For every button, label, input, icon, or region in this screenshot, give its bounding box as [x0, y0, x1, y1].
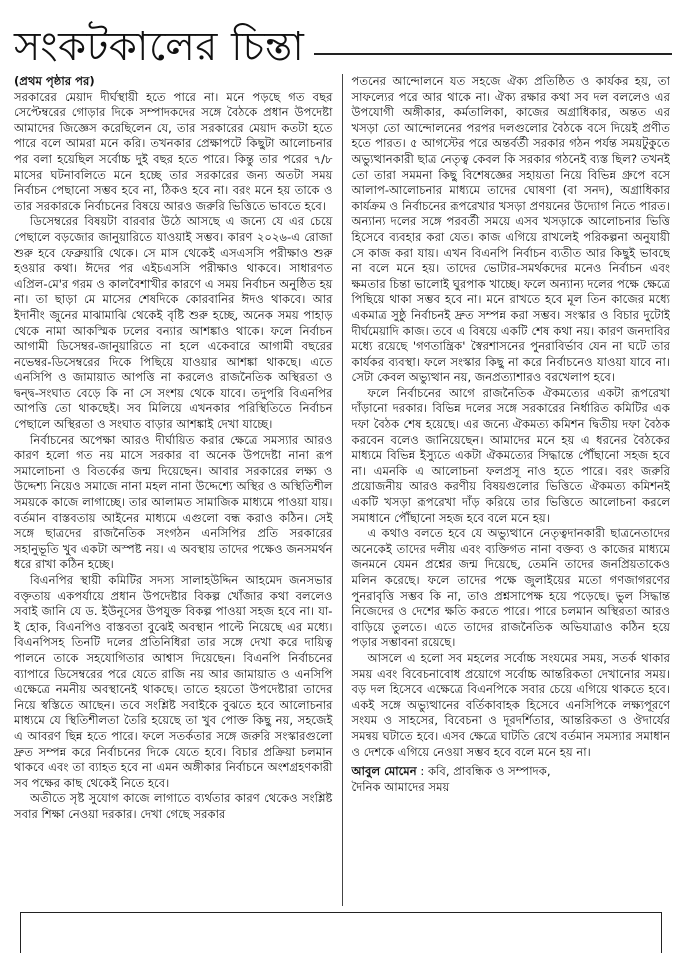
- byline: [351, 764, 670, 795]
- paragraph: অতীতে সৃষ্ট সুযোগ কাজে লাগাতে ব্যর্থতার কারণ থেকেও সংশ্লিষ্ট সবার শিক্ষা নেওয়া দরকার। দেখা গেছে সরকার: [14, 791, 333, 821]
- left-column: [14, 74, 339, 906]
- headline-rule: [314, 53, 672, 55]
- paragraph: আসলে এ হলো সব মহলের সর্বোচ্চ সংযমের সময়, সতর্ক থাকার সময় এবং বিবেচনাবোধ প্রয়োগে সর্বোচ্চ আন্তরিকতা দেখানোর সময়। বড় দল হিসেবে এক্ষেত্রে বিএনপিকে সবার চেয়ে এগিয়ে থাকতে হবে। একই সঙ্গে অভ্যুত্থানের বর্তিকাবাহক হিসেবে এনসিপিকে লক্ষ্যপূরণে সংযম ও সাহসের, বিবেচনা ও দূরদর্শিতার, আন্তরিকতা ও ঔদার্যের সমন্বয় ঘটাতে হবে। এসব ক্ষেত্রে ঘাটতি রেখে বর্তমান সমস্যার সমাধান ও দেশকে এগিয়ে নেওয়া সম্ভব হবে বলে মনে হয় না।: [351, 650, 670, 759]
- headline-row: [14, 22, 672, 72]
- article-columns: [14, 74, 670, 906]
- paragraph: এ কথাও বলতে হবে যে অভ্যুত্থানে নেতৃত্বদানকারী ছাত্রনেতাদের অনেকেই তাদের দলীয় এবং ব্যক্তিগত নানা বক্তব্য ও কাজের মাধ্যমে জনমনে যেমন প্রশ্নের জন্ম দিয়েছে, তেমনি তাদের জনপ্রিয়তাকেও মলিন করেছে। ফলে তাদের পক্ষে জুলাইয়ের মতো গণজাগরণের পুনরাবৃত্তি সম্ভব কি না, তাও প্রশ্নসাপেক্ষ হয়ে পড়েছে। ভুল সিদ্ধান্ত নিজেদের ও দেশের ক্ষতি করতে পারে। পারে চলমান অস্থিরতা আরও বাড়িয়ে তুলতে। এতে তাদের রাজনৈতিক অভিযাত্রাও কঠিন হয়ে পড়ার সম্ভাবনা রয়েছে।: [351, 526, 670, 650]
- paragraph: ফলে নির্বাচনের আগে রাজনৈতিক ঐকমত্যের একটা রূপরেখা দাঁড়ানো দরকার। বিভিন্ন দলের সঙ্গে সরকারের নির্ধারিত কমিটির এক দফা বৈঠক শেষ হয়েছে। এর জন্যে ঐকমত্য কমিশন দ্বিতীয় দফা বৈঠক করবেন বলেও জানিয়েছেন। আমাদের মনে হয় এ ধরনের বৈঠকের মাধ্যমে বিভিন্ন ইস্যুতে একটা ঐকমত্যের সিদ্ধান্তে পৌঁছানো সহজ হবে না। এমনকি এ আলোচনা ফলপ্রসূ নাও হতে পারে। বরং জরুরি প্রয়োজনীয় আরও করণীয় বিষয়গুলোর ভিত্তিতে ঐকমত্য কমিশনই একটি খসড়া রূপরেখা দাঁড় করিয়ে তার ভিত্তিতে আলোচনা করলে সমাধানে পৌঁছানো সহজ হবে বলে মনে হয়।: [351, 385, 670, 525]
- paragraph: সরকারের মেয়াদ দীর্ঘস্থায়ী হতে পারে না। মনে পড়ছে গত বছর সেপ্টেম্বরের গোড়ার দিকে সম্পাদকদের সঙ্গে বৈঠকে প্রধান উপদেষ্টা আমাদের জিজ্ঞেস করেছিলেন যে, তার সরকারের মেয়াদ কতটা হতে পারে বলে আমরা মনে করি। তখনকার প্রেক্ষাপটে কিছুটা আলোচনার পর বলা হয়েছিল সর্বোচ্চ দুই বছর হতে পারে। কিন্তু তার পরের ৭/৮ মাসের ঘটনাবলিতে মনে হচ্ছে তার সরকারের জন্য অতটা সময় নির্বাচন পেছানো সম্ভব হবে না, ঠিকও হবে না। বরং মনে হয় তাকে ও তার সরকারকে নির্বাচনের বিষয়ে আরও জরুরি ভিত্তিতে ভাবতে হবে।: [14, 89, 333, 213]
- right-column: [345, 74, 670, 906]
- author-name: আবুল মোমেন: [351, 764, 417, 779]
- author-affiliation: দৈনিক আমাদের সময়: [351, 779, 450, 794]
- column-divider: [342, 74, 343, 906]
- paragraph: ডিসেম্বরের বিষয়টা বারবার উঠে আসছে এ জন্যে যে এর চেয়ে পেছালে বড়জোর জানুয়ারিতে যাওয়াই সম্ভব। কারণ ২০২৬-এ রোজা শুরু হবে ফেব্রুয়ারি থেকে। সে মাস থেকেই এসএসসি পরীক্ষাও শুরু হওয়ার কথা। ঈদের পর এইচএসসি পরীক্ষাও থাকবে। সাধারণত এপ্রিল-মে'র গরম ও কালবৈশাখীর কারণে এ সময় নির্বাচন অনুষ্ঠিত হয় না। তা ছাড়া মে মাসের শেষদিকে কোরবানির ঈদও থাকবে। আর ইদানীং জুনের মাঝামাঝি থেকেই বৃষ্টি শুরু হচ্ছে, অনেক সময় পাহাড় থেকে নামা আকস্মিক ঢলের বন্যার আশঙ্কাও থাকে। ফলে নির্বাচন আগামী ডিসেম্বর-জানুয়ারিতে না হলে একেবারে আগামী বছরের নভেম্বর-ডিসেম্বরের দিকে পিছিয়ে যাওয়ার আশঙ্কা থাকছে। এতে এনসিপি ও জামায়াত আপত্তি না করলেও রাজনৈতিক অস্থিরতা ও দ্বন্দ্ব-সংঘাত বেড়ে কি না সে সংশয় থেকে যাবে। তদুপরি বিএনপির আপত্তি তো থাকছেই। সব মিলিয়ে এখনকার পরিস্থিতিতে নির্বাচন পেছালে অস্থিরতা ও সংঘাত বাড়ার আশঙ্কাই দেখা যাচ্ছে।: [14, 214, 333, 432]
- paragraph: পতনের আন্দোলনে যত সহজে ঐক্য প্রতিষ্ঠিত ও কার্যকর হয়, তা সাফল্যের পরে আর থাকে না। ঐক্য রক্ষার কথা সব দল বললেও এর উপযোগী অঙ্গীকার, কর্মতালিকা, কাজের অগ্রাধিকার, অন্তত এর খসড়া তো আন্দোলনের পরপর দলগুলোর বৈঠকে বসে দিয়েই প্রণীত হতে পারত। ৫ আগস্টের পরে অন্তর্বর্তী সরকার গঠন পর্যন্ত সময়টুকুতে অভ্যুত্থানকারী ছাত্র নেতৃত্ব কেবল কি সরকার গঠনেই ব্যস্ত ছিল? তখনই তো তারা সমমনা কিছু বিশেষজ্ঞের সহায়তা নিয়ে বিভিন্ন গ্রুপে বসে আলাপ-আলোচনার মাধ্যমে তাদের ঘোষণা (বা সনদ), অগ্রাধিকার কার্যক্রম ও নির্বাচনের রূপরেখার খসড়া প্রণয়নের উদ্যোগ নিতে পারত। অন্যান্য দলের সঙ্গে পরবর্তী সময়ে এসব খসড়াকে আলোচনার ভিত্তি হিসেবে ব্যবহার করা যেত। কাজ এগিয়ে রাখলেই পরিকল্পনা অনুযায়ী সে কাজ করা যায়। এখন বিএনপি নির্বাচন ব্যতীত আর কিছুই ভাবছে না বলে মনে হয়। তাদের ভোটার-সমর্থকদের মনেও নির্বাচন এবং ক্ষমতার চিন্তা ভালোই ঘুরপাক খাচ্ছে। ফলে অন্যান্য দলের পক্ষে ক্ষেত্রে পিছিয়ে থাকা সম্ভব হবে না। মনে রাখতে হবে মূল তিন কাজের মধ্যে একমাত্র সুষ্ঠু নির্বাচনই দ্রুত সম্পন্ন করা সম্ভব। সংস্কার ও বিচার দুটোই দীর্ঘমেয়াদি কাজ। তবে এ বিষয়ে একটি শেষ কথা নয়। কারণ জনদাবির মধ্যে রয়েছে 'গণতান্ত্রিক' স্বৈরশাসনের পুনরাবির্ভাব যেন না ঘটে তার কার্যকর ব্যবস্থা। ফলে সংস্কার কিছু না করে নির্বাচনেও যাওয়া যাবে না। সেটা কেবল অভ্যুত্থান নয়, জনপ্রত্যাশারও বরখেলাপ হবে।: [351, 74, 670, 385]
- author-role: কবি, প্রাবন্ধিক ও সম্পাদক,: [427, 764, 551, 779]
- continuation-note: (প্রথম পৃষ্ঠার পর): [14, 74, 95, 88]
- headline: সংকটকালের চিন্তা: [14, 24, 305, 70]
- byline-separator: :: [416, 764, 428, 779]
- paragraph: বিএনপির স্থায়ী কমিটির সদস্য সালাহউদ্দিন আহমেদ জনসভার বক্তৃতায় একপর্যায়ে প্রধান উপদেষ্টার বিকল্প খোঁজার কথা বললেও সবাই জানি যে ড. ইউনূসের উপযুক্ত বিকল্প পাওয়া সহজ হবে না। যা-ই হোক, বিএনপিও বাস্তবতা বুঝেই অবস্থান পাল্টে নিয়েছে এর মধ্যে। বিএনপিসহ তিনটি দলের প্রতিনিধিরা তার সঙ্গে দেখা করে দায়িত্ব পালনে তাকে সহযোগিতার আশ্বাস দিয়েছেন। বিএনপি নির্বাচনের ব্যাপারে ডিসেম্বরের পরে যেতে রাজি নয় আর জামায়াত ও এনসিপি এক্ষেত্রে নমনীয় অবস্থানেই থাকছে। তাতে হয়তো উপদেষ্টারা তাদের নিয়ে স্বস্তিতে আছেন। তবে সংশ্লিষ্ট সবাইকে বুঝতে হবে আলোচনার মাধ্যমে যে স্থিতিশীলতা তৈরি হয়েছে তা খুব পোক্ত কিছু নয়, সহজেই এ আবরণ ছিন্ন হতে পারে। ফলে সতর্কতার সঙ্গে জরুরি সংস্কারগুলো দ্রুত সম্পন্ন করে নির্বাচনের দিকে যেতে হবে। বিচার প্রক্রিয়া চলমান থাকবে এবং তা ব্যাহত হবে না এমন অঙ্গীকার নির্বাচনে অংশগ্রহণকারী সব পক্ষের কাছ থেকেই নিতে হবে।: [14, 573, 333, 790]
- bottom-box-frame: [20, 912, 662, 953]
- paragraph: নির্বাচনের অপেক্ষা আরও দীর্ঘায়িত করার ক্ষেত্রে সমস্যার আরও কারণ হলো গত নয় মাসে সরকার বা অনেক উপদেষ্টা নানা রূপ সমালোচনা ও বিতর্কের জন্ম দিয়েছেন। আবার সরকারের লক্ষ্য ও উদ্দেশ্য নিয়েও সমাজে নানা মহল নানা উদ্দেশ্যে অস্থির ও অস্থিতিশীল সময়কে কাজে লাগাচ্ছে। তার আলামত সামাজিক মাধ্যমে পাওয়া যায়। বর্তমান বাস্তবতায় আইনের মাধ্যমে এগুলো বন্ধ করাও কঠিন। সেই সঙ্গে ছাত্রদের রাজনৈতিক সংগঠন এনসিপির প্রতি সরকারের সহানুভূতি খুব একটা অস্পষ্ট নয়। এ অবস্থায় তাদের পক্ষেও জনসমর্থন ধরে রাখা কঠিন হচ্ছে।: [14, 432, 333, 572]
